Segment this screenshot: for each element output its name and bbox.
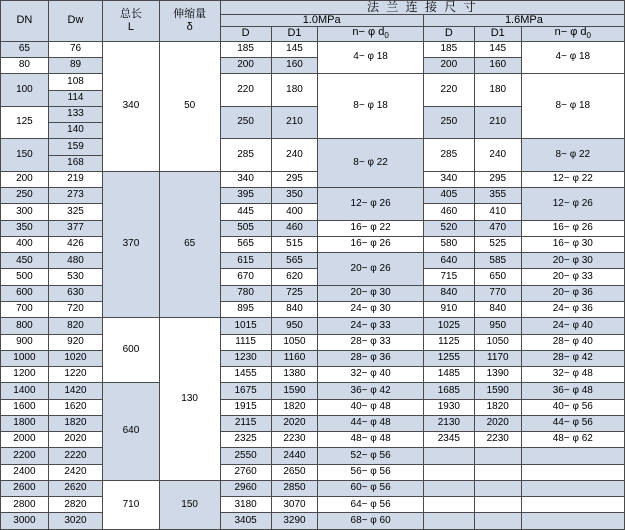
cell-d1-p16: 1390 [474, 367, 521, 383]
col-header-nd-p16 [521, 27, 624, 42]
cell-d1-p16: 770 [474, 285, 521, 301]
expansion-label-line2: δ [186, 20, 193, 33]
cell-d1-p10: 1160 [271, 350, 318, 366]
cell-d-p16: 200 [423, 57, 474, 73]
table-row [1, 269, 625, 285]
cell-nd-p10: 12− φ 26 [318, 188, 423, 221]
cell-length: 340 [103, 41, 160, 171]
cell-d1-p16: 525 [474, 236, 521, 252]
cell-nd-p16: 16− φ 30 [521, 236, 624, 252]
table-row [1, 432, 625, 448]
cell-d-p16 [423, 480, 474, 496]
cell-d-p10: 505 [220, 220, 271, 236]
cell-nd-p16: 8− φ 18 [521, 74, 624, 139]
table-row [1, 415, 625, 431]
table-row [1, 448, 625, 464]
cell-dw: 108 [48, 74, 102, 90]
cell-dw: 1820 [48, 415, 102, 431]
table-row [1, 74, 625, 90]
cell-dw: 140 [48, 123, 102, 139]
table-row [1, 350, 625, 366]
cell-d-p10: 780 [220, 285, 271, 301]
cell-dn: 2200 [1, 448, 49, 464]
col-header-flange-group: 法 兰 连 接 尺 寸 [220, 1, 624, 15]
cell-dn: 450 [1, 253, 49, 269]
cell-dw: 820 [48, 318, 102, 334]
cell-d-p16: 715 [423, 269, 474, 285]
cell-d1-p16: 355 [474, 188, 521, 204]
cell-dn: 350 [1, 220, 49, 236]
cell-d-p16: 460 [423, 204, 474, 220]
cell-d-p16: 640 [423, 253, 474, 269]
table-row [1, 480, 625, 496]
cell-dw: 1620 [48, 399, 102, 415]
table-body [1, 41, 625, 529]
cell-nd-p10: 24− φ 30 [318, 301, 423, 317]
cell-dn: 300 [1, 204, 49, 220]
cell-d1-p16: 160 [474, 57, 521, 73]
cell-nd-p10: 16− φ 22 [318, 220, 423, 236]
cell-d1-p16: 295 [474, 171, 521, 187]
cell-d-p10: 2960 [220, 480, 271, 496]
cell-dw: 2820 [48, 497, 102, 513]
cell-d1-p10: 1820 [271, 399, 318, 415]
cell-d-p10: 220 [220, 74, 271, 107]
cell-d-p16: 1255 [423, 350, 474, 366]
cell-dw: 426 [48, 236, 102, 252]
cell-d-p10: 3405 [220, 513, 271, 530]
cell-dn: 2000 [1, 432, 49, 448]
cell-d-p10: 340 [220, 171, 271, 187]
table-row [1, 334, 625, 350]
cell-d1-p16: 585 [474, 253, 521, 269]
cell-dw: 720 [48, 301, 102, 317]
cell-nd-p16: 40− φ 56 [521, 399, 624, 415]
cell-d-p10: 670 [220, 269, 271, 285]
cell-dn: 600 [1, 285, 49, 301]
table-row [1, 236, 625, 252]
cell-d-p10: 1230 [220, 350, 271, 366]
cell-dw: 2220 [48, 448, 102, 464]
cell-nd-p16: 16− φ 26 [521, 220, 624, 236]
cell-d1-p10: 2020 [271, 415, 318, 431]
table-head [1, 1, 625, 42]
cell-dw: 630 [48, 285, 102, 301]
cell-nd-p16: 8− φ 22 [521, 139, 624, 172]
cell-d1-p10: 840 [271, 301, 318, 317]
cell-nd-p16: 20− φ 33 [521, 269, 624, 285]
cell-nd-p16 [521, 497, 624, 513]
cell-d1-p16 [474, 448, 521, 464]
cell-nd-p10: 28− φ 33 [318, 334, 423, 350]
length-label-line1: 总长 [119, 8, 142, 21]
cell-nd-p16 [521, 464, 624, 480]
cell-d1-p16: 180 [474, 74, 521, 107]
cell-nd-p10: 36− φ 42 [318, 383, 423, 399]
table-row [1, 171, 625, 187]
cell-d-p16: 1685 [423, 383, 474, 399]
nd-label-p10: n− φ d [352, 26, 385, 39]
cell-expansion: 65 [159, 171, 220, 317]
cell-d1-p10: 160 [271, 57, 318, 73]
cell-expansion: 150 [159, 480, 220, 529]
cell-d-p10: 250 [220, 106, 271, 139]
cell-dn: 150 [1, 139, 49, 172]
cell-d1-p10: 620 [271, 269, 318, 285]
cell-d-p10: 2325 [220, 432, 271, 448]
cell-nd-p16: 28− φ 40 [521, 334, 624, 350]
cell-d-p16 [423, 497, 474, 513]
cell-nd-p10: 8− φ 22 [318, 139, 423, 188]
table-row [1, 139, 625, 155]
cell-d-p16: 285 [423, 139, 474, 172]
nd-label-p16: n− φ d [554, 26, 587, 39]
cell-dn: 250 [1, 188, 49, 204]
table-row [1, 513, 625, 530]
cell-d1-p10: 460 [271, 220, 318, 236]
cell-dw: 2420 [48, 464, 102, 480]
table-row [1, 318, 625, 334]
cell-nd-p10: 44− φ 48 [318, 415, 423, 431]
cell-nd-p16: 24− φ 40 [521, 318, 624, 334]
cell-dw: 1420 [48, 383, 102, 399]
cell-dw: 325 [48, 204, 102, 220]
cell-dw: 2620 [48, 480, 102, 496]
cell-d1-p10: 565 [271, 253, 318, 269]
cell-d-p10: 395 [220, 188, 271, 204]
cell-dn: 900 [1, 334, 49, 350]
cell-nd-p16: 20− φ 30 [521, 253, 624, 269]
cell-nd-p16 [521, 513, 624, 530]
cell-d-p10: 200 [220, 57, 271, 73]
cell-d-p10: 1115 [220, 334, 271, 350]
cell-d-p10: 895 [220, 301, 271, 317]
table-row [1, 253, 625, 269]
cell-d1-p16: 1820 [474, 399, 521, 415]
cell-d1-p10: 210 [271, 106, 318, 139]
cell-dn: 2600 [1, 480, 49, 496]
cell-length: 600 [103, 318, 160, 383]
table-row [1, 41, 625, 57]
nd-sub-p10: 0 [384, 31, 389, 41]
cell-dw: 480 [48, 253, 102, 269]
nd-sub-p16: 0 [586, 31, 591, 41]
cell-d-p16: 220 [423, 74, 474, 107]
col-header-dn: DN [1, 1, 49, 42]
cell-dn: 1400 [1, 383, 49, 399]
cell-dn: 100 [1, 74, 49, 107]
cell-d-p10: 2550 [220, 448, 271, 464]
cell-dn: 125 [1, 106, 49, 139]
cell-d-p16: 250 [423, 106, 474, 139]
cell-d-p10: 445 [220, 204, 271, 220]
cell-nd-p10: 24− φ 33 [318, 318, 423, 334]
cell-dw: 114 [48, 90, 102, 106]
cell-d-p10: 2760 [220, 464, 271, 480]
cell-expansion: 50 [159, 41, 220, 171]
cell-d-p10: 1455 [220, 367, 271, 383]
cell-d-p16 [423, 513, 474, 530]
cell-d-p10: 3180 [220, 497, 271, 513]
cell-nd-p10: 20− φ 30 [318, 285, 423, 301]
cell-dn: 800 [1, 318, 49, 334]
cell-d1-p10: 950 [271, 318, 318, 334]
cell-d1-p16: 2230 [474, 432, 521, 448]
cell-dw: 1220 [48, 367, 102, 383]
cell-d1-p10: 1590 [271, 383, 318, 399]
cell-d-p10: 185 [220, 41, 271, 57]
col-header-dw: Dw [48, 1, 102, 42]
col-header-length [103, 1, 160, 42]
cell-dn: 1200 [1, 367, 49, 383]
cell-nd-p16: 24− φ 36 [521, 301, 624, 317]
cell-length: 640 [103, 383, 160, 481]
cell-d1-p10: 2650 [271, 464, 318, 480]
cell-d-p16: 910 [423, 301, 474, 317]
cell-d-p16 [423, 448, 474, 464]
expansion-label-line1: 伸缩量 [173, 8, 207, 21]
cell-d1-p16: 1170 [474, 350, 521, 366]
cell-length: 370 [103, 171, 160, 317]
cell-nd-p16: 44− φ 56 [521, 415, 624, 431]
cell-dw: 1020 [48, 350, 102, 366]
cell-d1-p10: 725 [271, 285, 318, 301]
cell-nd-p16: 48− φ 62 [521, 432, 624, 448]
cell-nd-p10: 4− φ 18 [318, 41, 423, 74]
cell-dn: 1600 [1, 399, 49, 415]
cell-d1-p16: 840 [474, 301, 521, 317]
cell-d1-p10: 1380 [271, 367, 318, 383]
cell-nd-p10: 60− φ 56 [318, 480, 423, 496]
cell-nd-p10: 40− φ 48 [318, 399, 423, 415]
cell-d-p10: 615 [220, 253, 271, 269]
col-header-expansion [159, 1, 220, 42]
cell-dn: 80 [1, 57, 49, 73]
cell-d1-p16: 210 [474, 106, 521, 139]
cell-nd-p10: 32− φ 40 [318, 367, 423, 383]
cell-nd-p10: 16− φ 26 [318, 236, 423, 252]
cell-nd-p16: 32− φ 48 [521, 367, 624, 383]
cell-nd-p16: 20− φ 36 [521, 285, 624, 301]
cell-d1-p10: 2850 [271, 480, 318, 496]
col-header-d1-p16: D1 [474, 27, 521, 42]
col-header-nd-p10 [318, 27, 423, 42]
cell-d1-p10: 515 [271, 236, 318, 252]
cell-d1-p10: 2440 [271, 448, 318, 464]
cell-d1-p10: 3290 [271, 513, 318, 530]
cell-dw: 133 [48, 106, 102, 122]
cell-nd-p10: 20− φ 26 [318, 253, 423, 286]
header-row-1 [1, 1, 625, 15]
col-header-d-p16: D [423, 27, 474, 42]
cell-dw: 273 [48, 188, 102, 204]
cell-nd-p10: 28− φ 36 [318, 350, 423, 366]
cell-dw: 76 [48, 41, 102, 57]
cell-nd-p16: 12− φ 22 [521, 171, 624, 187]
table-row [1, 383, 625, 399]
table-row [1, 188, 625, 204]
cell-nd-p16: 12− φ 26 [521, 188, 624, 221]
cell-nd-p10: 48− φ 48 [318, 432, 423, 448]
cell-dn: 500 [1, 269, 49, 285]
col-header-p16: 1.6MPa [423, 14, 624, 27]
table-row [1, 399, 625, 415]
cell-nd-p16: 28− φ 42 [521, 350, 624, 366]
cell-d-p16: 185 [423, 41, 474, 57]
cell-d-p16: 1025 [423, 318, 474, 334]
cell-dn: 65 [1, 41, 49, 57]
cell-d-p16: 1485 [423, 367, 474, 383]
cell-d-p16: 340 [423, 171, 474, 187]
cell-d-p16: 2130 [423, 415, 474, 431]
cell-d1-p10: 295 [271, 171, 318, 187]
cell-d1-p10: 1050 [271, 334, 318, 350]
cell-nd-p10: 68− φ 60 [318, 513, 423, 530]
col-header-d1-p10: D1 [271, 27, 318, 42]
table-row [1, 367, 625, 383]
cell-nd-p16: 36− φ 48 [521, 383, 624, 399]
cell-d-p10: 565 [220, 236, 271, 252]
cell-nd-p10: 52− φ 56 [318, 448, 423, 464]
cell-dn: 2400 [1, 464, 49, 480]
cell-nd-p16 [521, 448, 624, 464]
cell-d-p16: 520 [423, 220, 474, 236]
cell-dn: 2800 [1, 497, 49, 513]
cell-d-p16: 2345 [423, 432, 474, 448]
cell-d-p10: 285 [220, 139, 271, 172]
cell-d1-p16: 650 [474, 269, 521, 285]
cell-dw: 168 [48, 155, 102, 171]
cell-d1-p16 [474, 480, 521, 496]
table-row [1, 301, 625, 317]
cell-d1-p16 [474, 497, 521, 513]
table-row [1, 285, 625, 301]
cell-dw: 920 [48, 334, 102, 350]
cell-d1-p16: 240 [474, 139, 521, 172]
table-row [1, 497, 625, 513]
cell-dw: 2020 [48, 432, 102, 448]
cell-dw: 159 [48, 139, 102, 155]
cell-nd-p10: 8− φ 18 [318, 74, 423, 139]
cell-d-p10: 1675 [220, 383, 271, 399]
cell-d1-p16: 2020 [474, 415, 521, 431]
cell-d1-p16: 1590 [474, 383, 521, 399]
cell-d1-p16: 410 [474, 204, 521, 220]
cell-dn: 3000 [1, 513, 49, 530]
cell-d1-p16: 950 [474, 318, 521, 334]
cell-d1-p10: 145 [271, 41, 318, 57]
table-row [1, 464, 625, 480]
cell-nd-p10: 64− φ 56 [318, 497, 423, 513]
cell-d1-p10: 180 [271, 74, 318, 107]
cell-d1-p16 [474, 513, 521, 530]
cell-d-p16: 840 [423, 285, 474, 301]
cell-d-p16 [423, 464, 474, 480]
cell-nd-p10: 56− φ 56 [318, 464, 423, 480]
cell-dw: 377 [48, 220, 102, 236]
cell-expansion: 130 [159, 318, 220, 481]
cell-dn: 1000 [1, 350, 49, 366]
cell-d-p10: 2115 [220, 415, 271, 431]
cell-d-p10: 1015 [220, 318, 271, 334]
cell-dw: 89 [48, 57, 102, 73]
cell-d1-p10: 400 [271, 204, 318, 220]
cell-d-p16: 1930 [423, 399, 474, 415]
cell-d1-p16 [474, 464, 521, 480]
cell-d-p16: 405 [423, 188, 474, 204]
table-row [1, 220, 625, 236]
cell-dw: 3020 [48, 513, 102, 530]
cell-d1-p16: 1050 [474, 334, 521, 350]
cell-dn: 1800 [1, 415, 49, 431]
col-header-p10: 1.0MPa [220, 14, 423, 27]
cell-dn: 700 [1, 301, 49, 317]
length-label-line2: L [127, 20, 134, 33]
cell-nd-p16 [521, 480, 624, 496]
cell-nd-p16: 4− φ 18 [521, 41, 624, 74]
cell-d-p16: 580 [423, 236, 474, 252]
cell-d1-p10: 2230 [271, 432, 318, 448]
cell-d1-p10: 350 [271, 188, 318, 204]
cell-length: 710 [103, 480, 160, 529]
cell-d1-p16: 145 [474, 41, 521, 57]
cell-d1-p16: 470 [474, 220, 521, 236]
col-header-d-p10: D [220, 27, 271, 42]
cell-dn: 400 [1, 236, 49, 252]
cell-d-p10: 1915 [220, 399, 271, 415]
cell-dw: 219 [48, 171, 102, 187]
cell-dw: 530 [48, 269, 102, 285]
cell-d1-p10: 3070 [271, 497, 318, 513]
cell-d-p16: 1125 [423, 334, 474, 350]
cell-d1-p10: 240 [271, 139, 318, 172]
cell-dn: 200 [1, 171, 49, 187]
